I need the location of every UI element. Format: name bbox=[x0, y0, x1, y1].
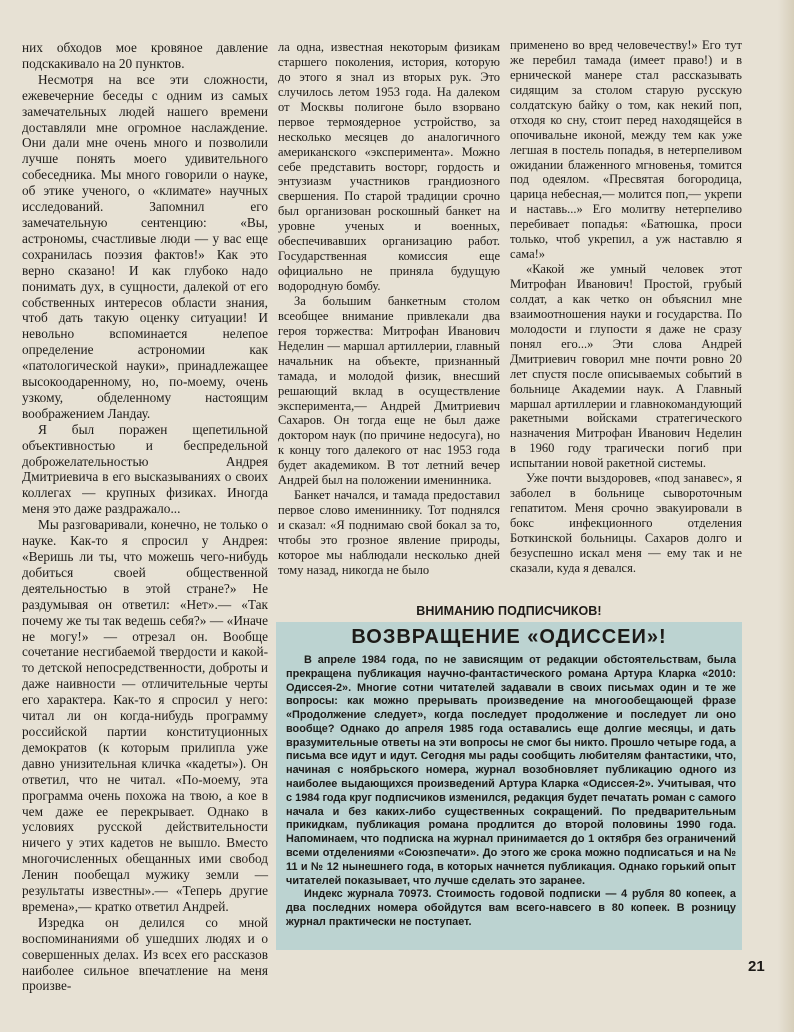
notice-paragraph: Индекс журнала 70973. Стоимость годовой подписки — 4 рубля 80 копеек, а два последних номера обойдутся вам всего-навсего в 80 копеек. В розницу журнал практически не поступает. bbox=[286, 888, 736, 928]
article-paragraph: «Какой же умный человек этот Митрофан Иванович! Простой, грубый солдат, а как четко он объяснил мне взаимоотношения науки и государства. По молодости и глупости я даже не сразу понял его...» Эти слова Андрей Дмитриевич говорил мне почти ровно 20 лет спустя после описываемых событий в больнице Академии наук. А Главный маршал артиллерии и главнокомандующий ракетными войсками стратегического назначения Митрофан Иванович Неделин в 1960 году трагически погиб при испытании новой ракетной системы. bbox=[510, 262, 742, 471]
article-paragraph: Изредка он делился со мной воспоминаниями об ушедших людях и о совершенных делах. Из всех его рассказов наиболее сильное впечатление на меня произве- bbox=[22, 914, 268, 994]
article-paragraph: Несмотря на все эти сложности, ежевечерние беседы с одним из самых замечательных людей нашего времени доставляли мне огромное наслаждение. Они дали мне очень много и позволили лучше понять моего удивительного собеседника. Мы много говорили о науке, об этике ученого, о «климате» научных исследований. Запомнил его замечательную сентенцию: «Вы, астрономы, счастливые люди — у вас еще сохранилась поэзия фактов!» Как это верно сказано! И как глубоко надо понимать дух, в сущности, далекой от его собственных интересов области знания, чтоб дать такую оценку ситуации! И невольно вспоминается нелепое определение астрономии как «патологической науки», принадлежащее высокоодаренному, но, по-моему, очень узкому, обделенному настоящим воображением Ландау. bbox=[22, 71, 268, 421]
page-fold-shadow bbox=[778, 0, 794, 1032]
article-paragraph: Банкет начался, и тамада предоставил первое слово имениннику. Тот поднялся и сказал: «Я поднимаю свой бокал за то, чтобы это грозное явление природы, которое мы наблюдали несколько дней тому назад, никогда не было bbox=[278, 488, 500, 577]
article-paragraph: За большим банкетным столом всеобщее внимание привлекали два героя торжества: Митрофан Иванович Неделин — маршал артиллерии, главный начальник на объекте, признанный тамада, и молодой физик, внесший решающий вклад в осуществление эксперимента,— Андрей Дмитриевич Сахаров. Он тогда еще не был даже доктором наук (по причине недосуга), но к концу того далекого от нас 1953 года будет академиком. В тот летний вечер Андрей был на положении именинника. bbox=[278, 293, 500, 488]
notice-paragraph: В апреле 1984 года, по не зависящим от редакции обстоятельствам, была прекращена публикация научно-фантастического романа Артура Кларка «2010: Одиссея-2». Многие сотни читателей задавали в своих письмах один и те же вопросы: как можно прерывать произведение на многообещающей фразе «Продолжение следует», когда последует продолжение и последует ли оно вообще? Однако до апреля 1985 года оставались еще долгие месяцы, и дать вразумительные ответы на эти вопросы не смог бы никто. Прошло четыре года, а письма все идут и идут. Сегодня мы рады сообщить любителям фантастики, что, начиная с ноябрьского номера, журнал возобновляет публикацию одного из наиболее выдающихся произведений Артура Кларка «Одиссея-2». Учитывая, что с 1984 года круг подписчиков изменился, редакция будет печатать роман с самого начала и без каких-либо существенных сокращений. По предварительным прикидкам, публикация романа продлится до второй половины 1990 года. Напоминаем, что подписка на журнал принимается до 1 октября без ограничений всеми отделениями «Союзпечати». До этого же срока можно подписаться и на № 11 и № 12 нынешнего года, в которых начнется публикация. Однако горький опыт читателей показывает, что лучше сделать это заранее. bbox=[286, 654, 736, 887]
article-paragraph: них обходов мое кровяное давление подскакивало на 20 пунктов. bbox=[22, 40, 268, 71]
article-paragraph: ла одна, известная некоторым физикам старшего поколения, история, которую до этого я знал из вторых рук. Это случилось летом 1953 года. На далеком от Москвы полигоне было взорвано первое термоядерное устройство, за несколько месяцев до аналогичного американского «эксперимента». Можно себе представить восторг, гордость и энтузиазм участников грандиозного свершения. По старой традиции срочно был организован роскошный банкет на уровне ученых и военных, обеспечивавших организацию работ. Государственная комиссия еще официально не приняла будущую водородную бомбу. bbox=[278, 40, 500, 293]
article-paragraph: Уже почти выздоровев, «под занавес», я заболел в больнице сывороточным гепатитом. Меня срочно эвакуировали в бокс инфекционного отделения Боткинской больницы. Сахаров долго и безуспешно искал меня — ему так и не сказали, куда я девался. bbox=[510, 471, 742, 575]
article-column-3 bbox=[510, 38, 742, 598]
article-column-2 bbox=[278, 40, 500, 600]
notice-header: ВНИМАНИЮ ПОДПИСЧИКОВ! bbox=[276, 600, 742, 622]
page-number: 21 bbox=[748, 958, 765, 975]
notice-title: ВОЗВРАЩЕНИЕ «ОДИССЕИ»! bbox=[351, 626, 667, 648]
article-column-1 bbox=[22, 40, 268, 1012]
notice-body bbox=[286, 654, 736, 944]
article-paragraph: Я был поражен щепетильной объективностью и беспредельной доброжелательностью Андрея Дмитриевича в его высказываниях о своих коллегах — крупных физиках. Иногда меня это даже раздражало... bbox=[22, 421, 268, 517]
article-paragraph: применено во вред человечеству!» Его тут же перебил тамада (имеет право!) и в ернической манере стал рассказывать сидящим за столом старую русскую солдатскую байку о том, как некий поп, отходя ко сну, стоит перед находящейся в опочивальне иконой, между тем как уже легшая в постель попадья, в нетерпеливом ожидании блаженного мгновенья, томится под одеялом. «Пресвятая богородица, царица небесная,— молится поп,— укрепи и наставь...» Его молитву нетерпеливо перебивает попадья: «Батюшка, проси только, чтоб укрепил, а уж наставлю я сама!» bbox=[510, 38, 742, 262]
subscriber-notice-box bbox=[276, 600, 742, 950]
article-paragraph: Мы разговаривали, конечно, не только о науке. Как-то я спросил у Андрея: «Веришь ли ты, что можешь чего-нибудь добиться своей общественной деятельностью в этой стране?» Не раздумывая он ответил: «Нет».— «Так почему же ты так ведешь себя?» — «Иначе не могу!» — отрезал он. Вообще сочетание несгибаемой твердости и какой-то детской непосредственности, доброты и даже наивности — отличительные черты его характера. Как-то я спросил у него: читал ли он когда-нибудь программу российской партии конституционных демократов (к которым прилипла уже давно унизительная кличка «кадеты»). Он ответил, что не читал. «По-моему, эта программа очень похожа на твою, а кое в чем даже ее перекрывает. Однако в условиях русской действительности ничего у этих кадетов не вышло. Вместо многочисленных обещанных ими свобод Ленин пообещал мужику земли — результаты известны».— «Теперь другие времена»,— кратко ответил Андрей. bbox=[22, 517, 268, 914]
